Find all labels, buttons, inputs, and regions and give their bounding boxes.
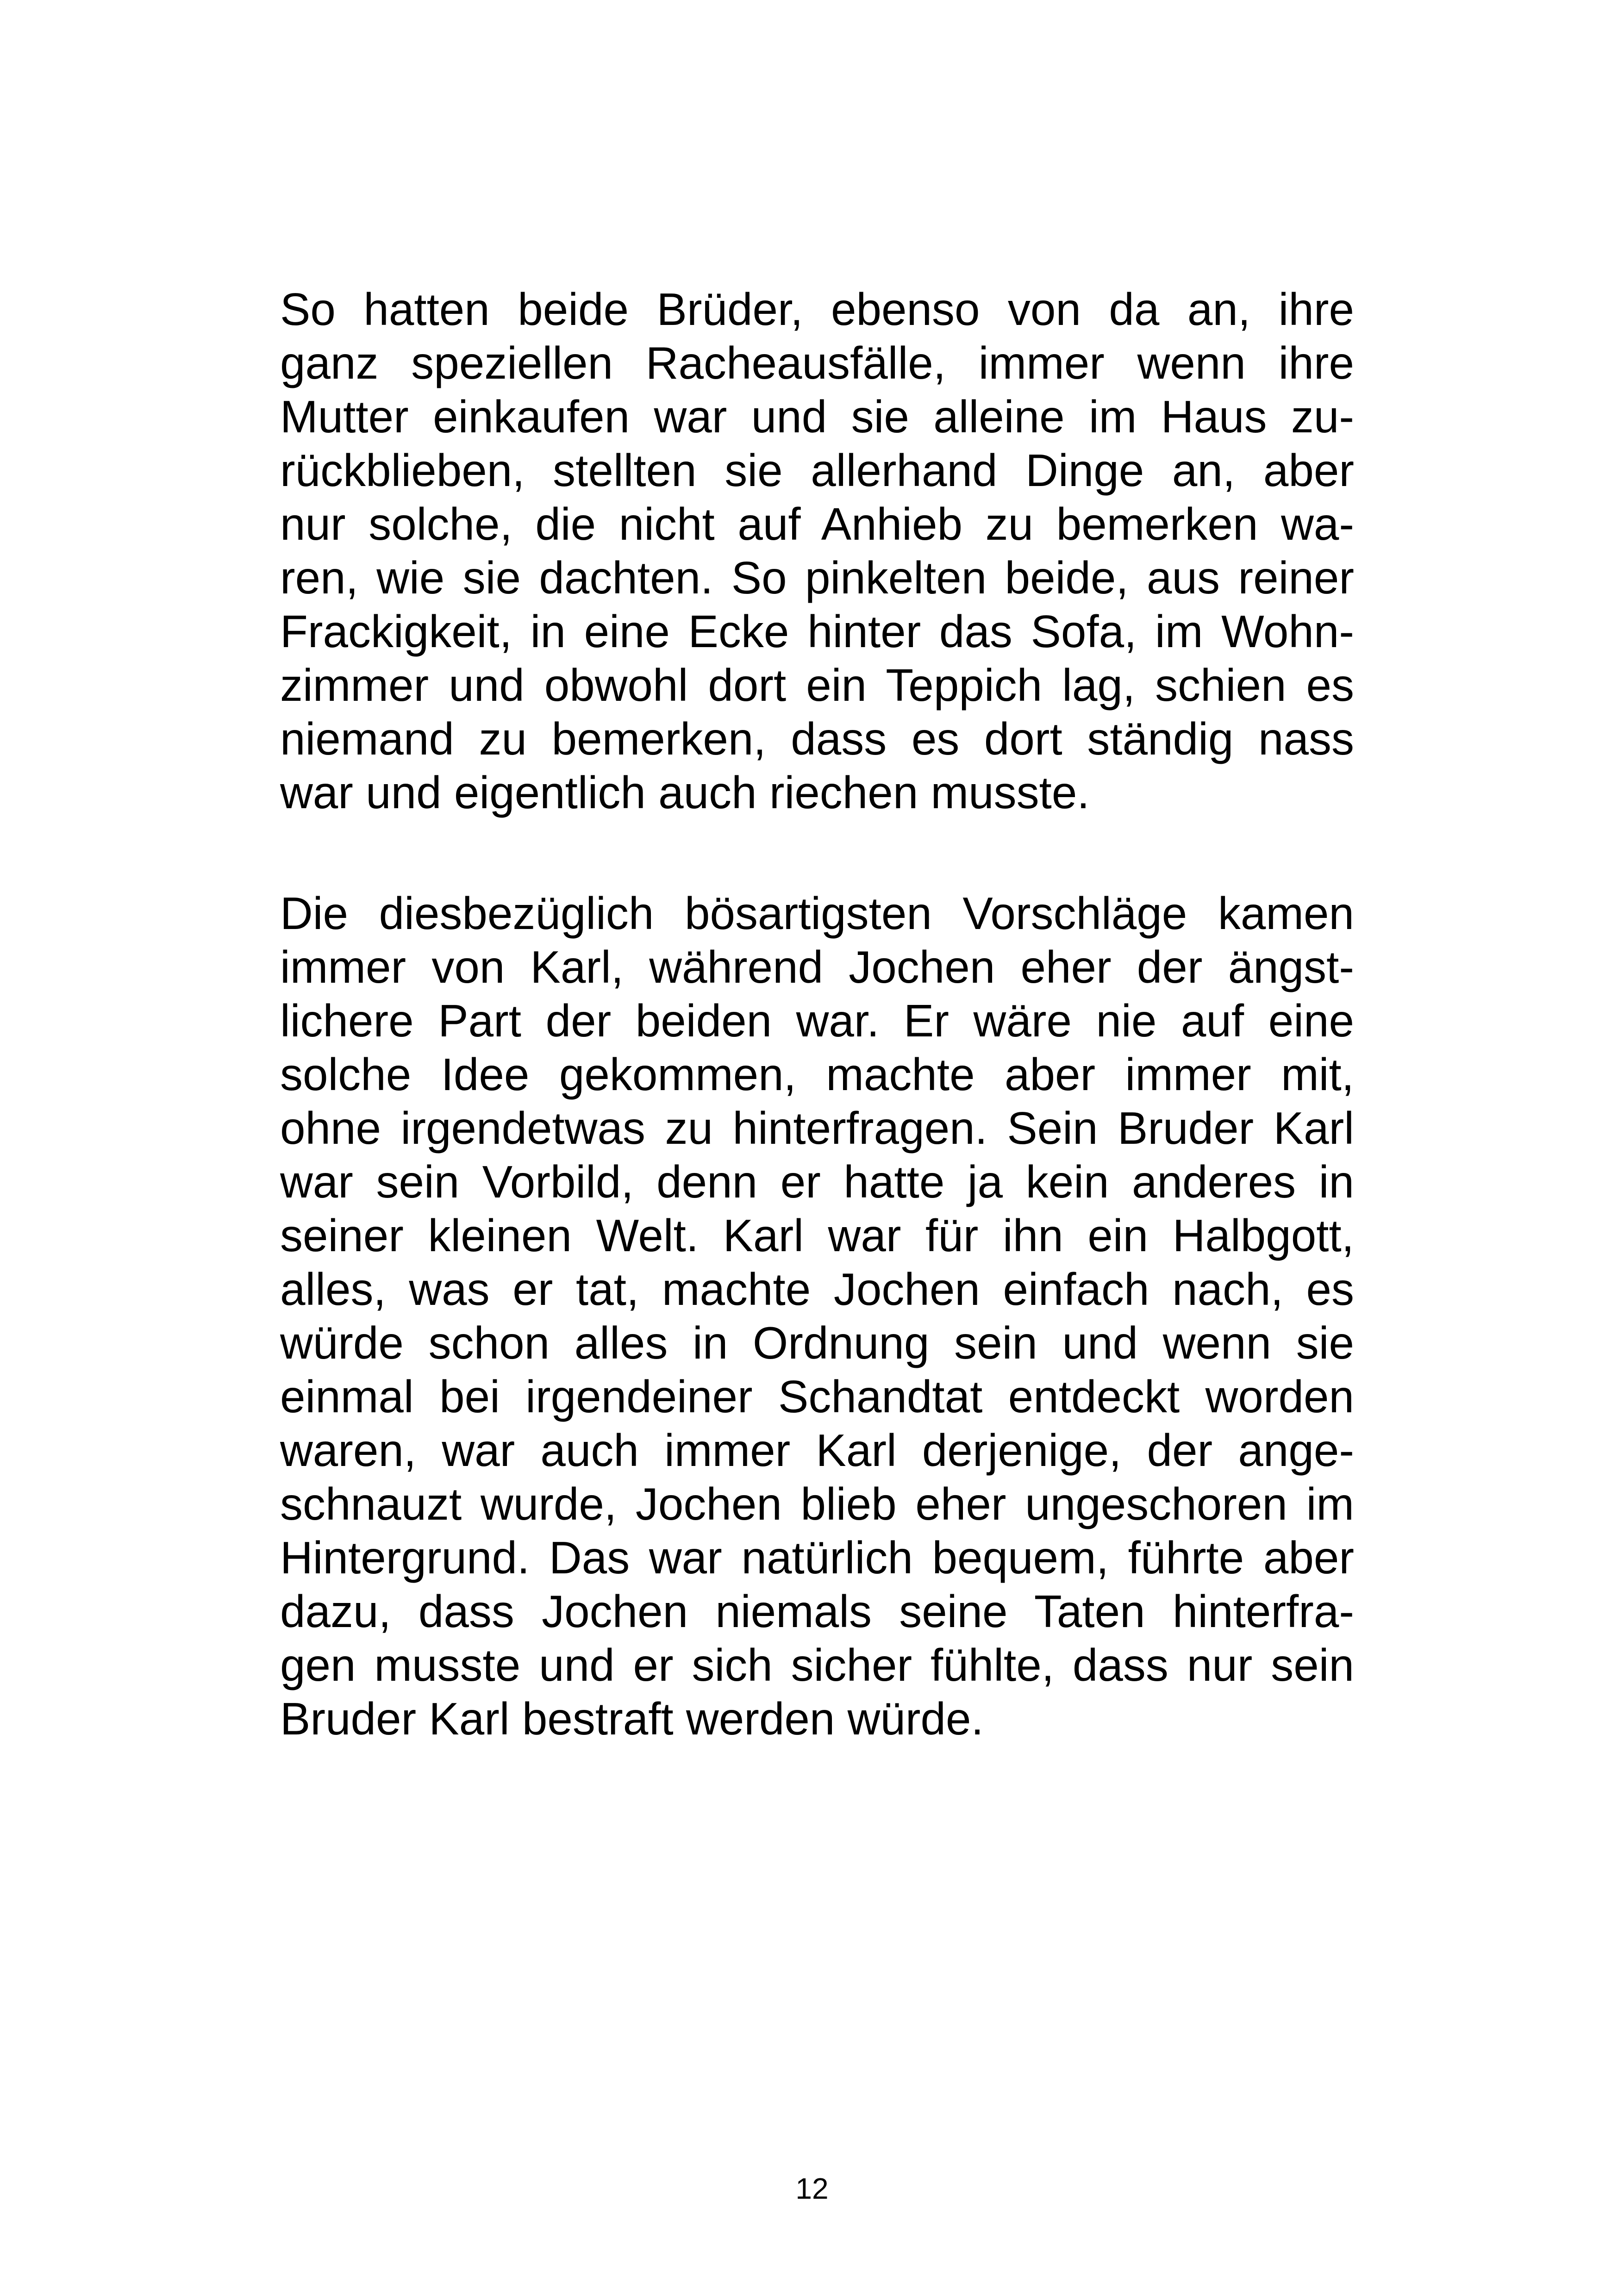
text-line: alles, was er tat, machte Jochen einfach nach, es <box>280 1264 1354 1315</box>
text-line: ohne irgendetwas zu hinterfragen. Sein Bruder Karl <box>280 1103 1354 1154</box>
text-line: Hintergrund. Das war natürlich bequem, führte aber <box>280 1532 1354 1583</box>
text-line: So hatten beide Brüder, ebenso von da an, ihre <box>280 284 1354 335</box>
text-line: Frackigkeit, in eine Ecke hinter das Sofa, im Wohn- <box>280 606 1354 657</box>
text-line: einmal bei irgendeiner Schandtat entdeckt worden <box>280 1371 1354 1422</box>
text-line: seiner kleinen Welt. Karl war für ihn ein Halbgott, <box>280 1210 1354 1261</box>
text-line: würde schon alles in Ordnung sein und wenn sie <box>280 1317 1354 1368</box>
text-line: dazu, dass Jochen niemals seine Taten hinterfra- <box>280 1586 1354 1637</box>
text-line: ren, wie sie dachten. So pinkelten beide, aus reiner <box>280 552 1354 603</box>
text-line: Die diesbezüglich bösartigsten Vorschläge kamen <box>280 888 1354 939</box>
text-line: ganz speziellen Racheausfälle, immer wenn ihre <box>280 337 1354 388</box>
text-line: war sein Vorbild, denn er hatte ja kein anderes in <box>280 1156 1354 1207</box>
text-line: schnauzt wurde, Jochen blieb eher ungeschoren im <box>280 1478 1354 1529</box>
text-line: lichere Part der beiden war. Er wäre nie auf eine <box>280 995 1354 1046</box>
page-number: 12 <box>795 2172 829 2205</box>
text-line: zimmer und obwohl dort ein Teppich lag, schien es <box>280 660 1354 711</box>
text-line: waren, war auch immer Karl derjenige, der ange- <box>280 1425 1354 1476</box>
text-line: rückblieben, stellten sie allerhand Dinge an, aber <box>280 445 1354 496</box>
text-line: nur solche, die nicht auf Anhieb zu bemerken wa- <box>280 499 1354 549</box>
text-line: solche Idee gekommen, machte aber immer mit, <box>280 1049 1354 1100</box>
paragraph-spacer <box>280 819 1354 886</box>
paragraph-2 <box>280 886 1354 1746</box>
text-line: Bruder Karl bestraft werden würde. <box>280 1693 984 1744</box>
text-line: immer von Karl, während Jochen eher der ängst- <box>280 942 1354 992</box>
body-text <box>280 282 1354 1746</box>
text-line: war und eigentlich auch riechen musste. <box>280 767 1090 818</box>
paragraph-1 <box>280 282 1354 819</box>
text-line: Mutter einkaufen war und sie alleine im Haus zu- <box>280 391 1354 442</box>
text-line: niemand zu bemerken, dass es dort ständig nass <box>280 713 1354 764</box>
text-line: gen musste und er sich sicher fühlte, dass nur sein <box>280 1640 1354 1690</box>
